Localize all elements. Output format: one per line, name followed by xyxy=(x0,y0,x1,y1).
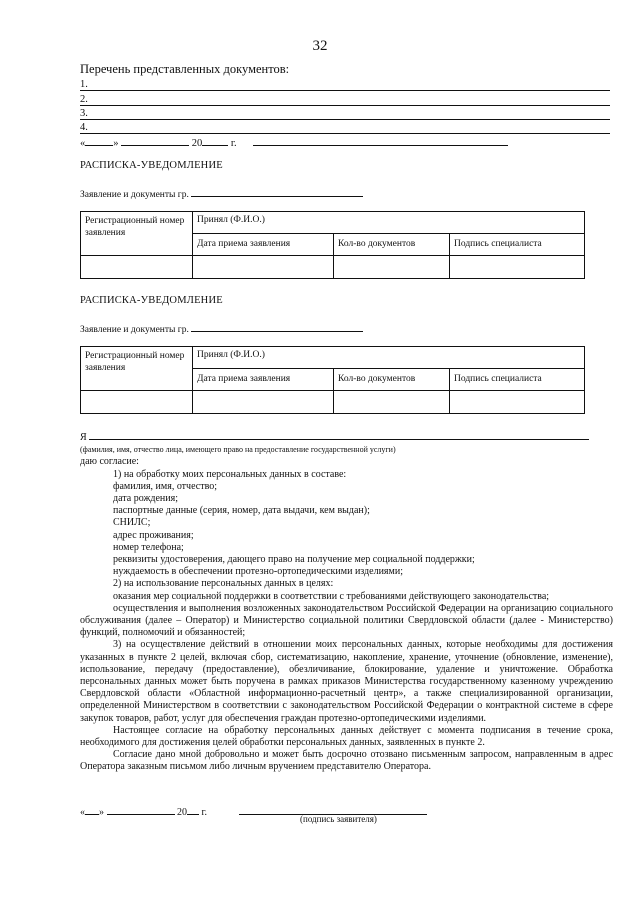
doc-count-cell[interactable] xyxy=(334,256,450,279)
consent-validity: Настоящее согласие на обработку персональных данных действует с момента подписания в течение срока, необходимого для достижения целей обработки персональных данных, заявленных в пункте 2. xyxy=(80,724,613,749)
doc-count-header: Кол-во документов xyxy=(334,234,450,256)
list-item: 4. xyxy=(80,120,610,134)
consent-item-2: 2) на использование персональных данных в целях: xyxy=(113,578,334,590)
consent-field: номер телефона; xyxy=(113,541,184,553)
consent-field: адрес проживания; xyxy=(113,529,194,541)
consent-item-3: 3) на осуществление действий в отношении моих персональных данных, которые необходимы для достижения указанных в пункте 2 целей, включая сбор, систематизацию, накопление, хранение, уточнение (обновление, изменение), использование, передачу (предоставление), обезличивание, блокирование, удаление и уничтожение. Обработка персональных данных может быть поручена в рамках приказов Министерства государственному казенному учреждению Свердловской области «Областной информационно-расчетный центр», а также специализированной организации, определенной Министерством в соответствии с законодательством Российской Федерации о контрактной системе в сфере закупок товаров, работ, услуг для обеспечения граждан протезно-ортопедическими изделиями. xyxy=(80,639,613,724)
date-received-cell[interactable] xyxy=(193,256,334,279)
specialist-signature-header: Подпись специалиста xyxy=(450,369,585,391)
consent-field: СНИЛС; xyxy=(113,517,151,529)
consent-revocation: Согласие дано мной добровольно и может быть досрочно отозвано письменным запросом, направленным в адрес Оператора заказным письмом либо личным вручением представителю Оператора. xyxy=(80,749,613,773)
doc-count-cell[interactable] xyxy=(334,391,450,414)
page-number: 32 xyxy=(312,38,328,54)
doc-count-header: Кол-во документов xyxy=(334,369,450,391)
specialist-signature-cell[interactable] xyxy=(450,256,585,279)
consent-item-1: 1) на обработку моих персональных данных в составе: xyxy=(113,468,347,480)
list-item: 2. xyxy=(80,92,610,106)
specialist-signature-cell[interactable] xyxy=(450,391,585,414)
accepted-by-header: Принял (Ф.И.О.) xyxy=(193,212,585,234)
specialist-signature-header: Подпись специалиста xyxy=(450,234,585,256)
registration-number-cell[interactable] xyxy=(81,256,193,279)
date-received-cell[interactable] xyxy=(193,391,334,414)
registration-number-cell[interactable] xyxy=(81,391,193,414)
signature-caption: (подпись заявителя) xyxy=(300,814,377,824)
receipt-docs-line: Заявление и документы гр. xyxy=(80,320,363,335)
consent-field: дата рождения; xyxy=(113,493,178,505)
consent-field: нуждаемость в обеспечении протезно-ортопедическими изделиями; xyxy=(113,566,403,578)
consent-field: паспортные данные (серия, номер, дата выдачи, кем выдан); xyxy=(113,505,370,517)
registration-table xyxy=(80,346,585,414)
receipt-title: РАСПИСКА-УВЕДОМЛЕНИЕ xyxy=(80,160,223,171)
list-date-line: « » 20 г. xyxy=(80,134,508,149)
consent-block xyxy=(80,430,613,774)
consent-purpose: осуществления и выполнения возложенных законодательством Российской Федерации на организацию социального обслуживания (далее – Оператор) и Министерство социальной политики Свердловской области (далее - Министерство) функций, полномочий и обязанностей; xyxy=(80,602,613,639)
date-received-header: Дата приема заявления xyxy=(193,369,334,391)
list-item: 1. xyxy=(80,77,610,91)
consent-name-line: Я xyxy=(80,430,613,444)
signature-line: « » 20 г. xyxy=(80,803,427,818)
consent-field: реквизиты удостоверения, дающего право на получение мер социальной поддержки; xyxy=(113,554,475,566)
consent-name-caption: (фамилия, имя, отчество лица, имеющего право на предоставление государственной услуги) xyxy=(80,445,396,455)
consent-field: фамилия, имя, отчество; xyxy=(113,480,218,492)
documents-list-title: Перечень представленных документов: xyxy=(80,62,290,76)
registration-number-header: Регистрационный номер заявления xyxy=(81,212,193,256)
receipt-title: РАСПИСКА-УВЕДОМЛЕНИЕ xyxy=(80,295,223,306)
consent-agree: даю согласие: xyxy=(80,456,139,468)
consent-purpose: оказания мер социальной поддержки в соответствии с требованиями действующего законодательства; xyxy=(113,590,550,602)
registration-number-header: Регистрационный номер заявления xyxy=(81,347,193,391)
registration-table xyxy=(80,211,585,279)
receipt-docs-line: Заявление и документы гр. xyxy=(80,185,363,200)
accepted-by-header: Принял (Ф.И.О.) xyxy=(193,347,585,369)
list-item: 3. xyxy=(80,106,610,120)
date-received-header: Дата приема заявления xyxy=(193,234,334,256)
